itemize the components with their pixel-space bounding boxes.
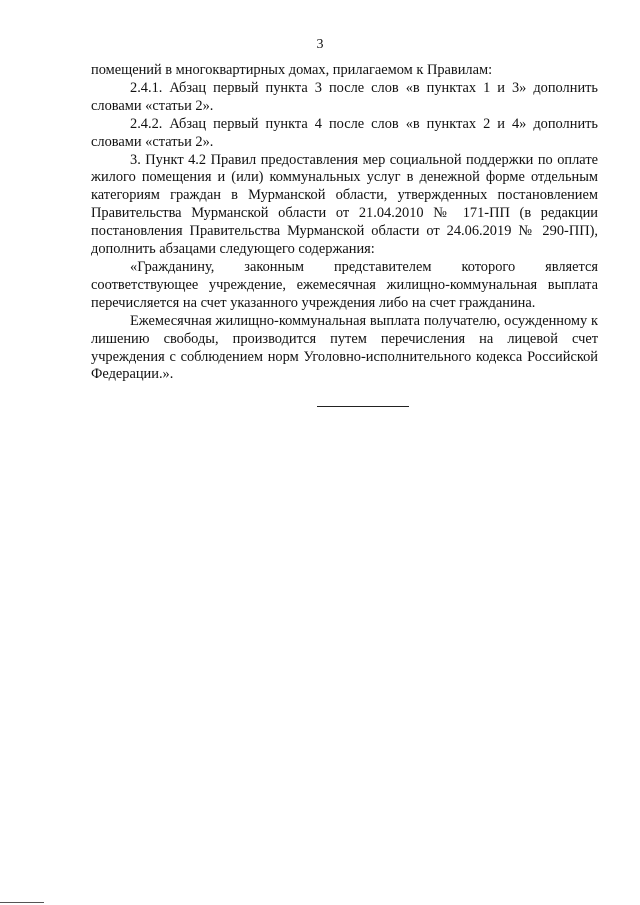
paragraph-3: 3. Пункт 4.2 Правил предоставления мер социальной поддержки по оплате жилого помещения и (или) коммунальных услуг в денежной форме отдельным категориям граждан в Мурманской области, утвержденных постановлением Правительства Мурманской области от 21.04.2010 № 171-ПП (в редакции постановления Правительства Мурманской области от 24.06.2019 № 290-ПП), дополнить абзацами следующего содержания: — [91, 151, 598, 258]
paragraph-2-4-2: 2.4.2. Абзац первый пункта 4 после слов «в пунктах 2 и 4» дополнить словами «статьи 2». — [91, 115, 598, 150]
document-body — [91, 62, 598, 384]
paragraph-quote-1: «Гражданину, законным представителем которого является соответствующее учреждение, ежемесячная жилищно-коммунальная выплата перечисляется на счет указанного учреждения либо на счет гражданина. — [91, 258, 598, 311]
scan-edge-mark — [0, 902, 44, 903]
paragraph-2-4-1: 2.4.1. Абзац первый пункта 3 после слов «в пунктах 1 и 3» дополнить словами «статьи 2». — [91, 79, 598, 114]
paragraph-continuation: помещений в многоквартирных домах, прилагаемом к Правилам: — [91, 62, 493, 78]
closing-separator-line — [317, 406, 409, 407]
page-number: 3 — [316, 37, 324, 52]
paragraph-quote-2: Ежемесячная жилищно-коммунальная выплата получателю, осужденному к лишению свободы, производится путем перечисления на лицевой счет учреждения с соблюдением норм Уголовно-исполнительного кодекса Российской Федерации.». — [91, 312, 598, 383]
